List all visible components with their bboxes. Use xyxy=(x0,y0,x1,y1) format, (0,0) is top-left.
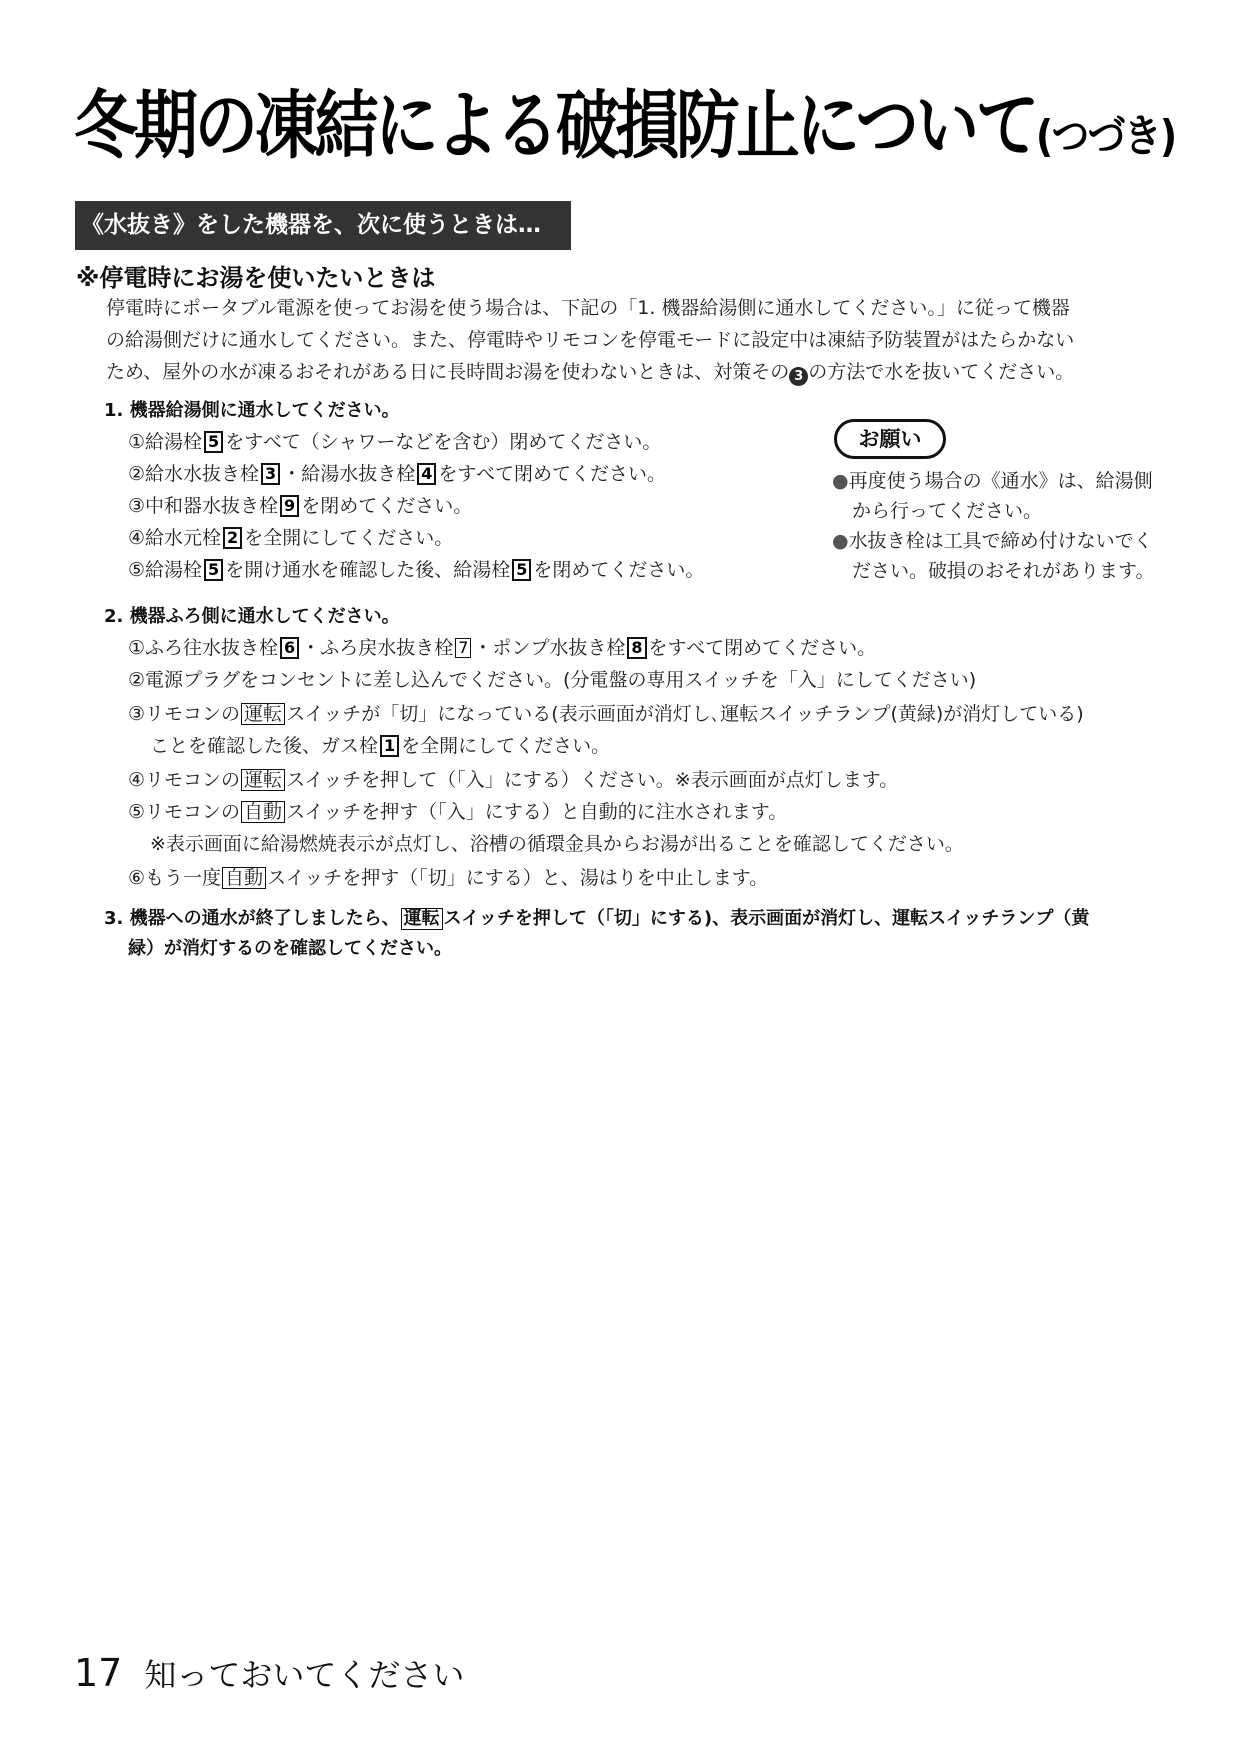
list-item-cont: ことを確認した後、ガス栓 1 を全開にしてください。 xyxy=(150,735,611,757)
step2-list xyxy=(128,632,1084,894)
list-item: ④給水元栓 2 を全開にしてください。 xyxy=(128,527,454,549)
section-bar: 《水抜き》をした機器を、次に使うときは… xyxy=(75,201,571,250)
list-item: ①ふろ往水抜き栓 6 ・ふろ戻水抜き栓 7 ・ポンプ水抜き栓 8 をすべて閉めてください。 xyxy=(128,637,877,659)
title-main: 冬期の凍結による破損防止について xyxy=(74,83,1036,169)
bullet-icon: ● xyxy=(832,470,849,492)
valve-number-badge: 5 xyxy=(204,431,223,453)
valve-number-badge: 1 xyxy=(380,735,399,757)
switch-label-jidou: 自動 xyxy=(222,867,266,889)
step3-line: 3. 機器への通水が終了しましたら、 運転 スイッチを押して（「切」にする)、表示画面が消灯し、運転スイッチランプ（黄 xyxy=(104,908,1090,929)
circled-number-icon: 3 xyxy=(789,367,808,386)
list-item: ⑤給湯栓 5 を開け通水を確認した後、給湯栓 5 を閉めてください。 xyxy=(128,559,705,581)
valve-number-badge: 5 xyxy=(512,559,531,581)
note-item: ●水抜き栓は工具で締め付けないでく xyxy=(832,530,1153,552)
valve-number-badge: 5 xyxy=(204,559,223,581)
step1-heading: 1. 機器給湯側に通水してください。 xyxy=(104,400,400,421)
bullet-icon: ● xyxy=(832,530,849,552)
valve-number-badge: 2 xyxy=(223,527,242,549)
intro-paragraph xyxy=(106,292,1186,388)
intro-text: ため、屋外の水が凍るおそれがある日に長時間お湯を使わないときは、対策その xyxy=(106,361,790,383)
note-item: ●再度使う場合の《通水》は、給湯側 xyxy=(832,470,1153,492)
valve-number-badge: 4 xyxy=(417,463,436,485)
step2-heading: 2. 機器ふろ側に通水してください。 xyxy=(104,606,400,627)
step3-line: 緑）が消灯するのを確認してください。 xyxy=(128,938,452,959)
note-list xyxy=(832,466,1154,586)
switch-label-unten: 運転 xyxy=(401,908,443,930)
intro-line xyxy=(106,356,1186,388)
list-item: ②給水水抜き栓 3 ・給湯水抜き栓 4 をすべて閉めてください。 xyxy=(128,463,666,485)
list-item-cont: ※表示画面に給湯燃焼表示が点灯し、浴槽の循環金具からお湯が出ることを確認してください。 xyxy=(150,833,964,855)
valve-number-badge: 7 xyxy=(455,638,471,658)
list-item: ④リモコンの 運転 スイッチを押して（「入」にする）ください。※表示画面が点灯します。 xyxy=(128,769,899,791)
list-item: ②電源プラグをコンセントに差し込んでください。(分電盤の専用スイッチを「入」にしてください) xyxy=(128,669,977,691)
list-item: ⑥もう一度 自動 スイッチを押す（「切」にする）と、湯はりを中止します。 xyxy=(128,867,769,889)
list-item: ③中和器水抜き栓 9 を閉めてください。 xyxy=(128,495,473,517)
valve-number-badge: 6 xyxy=(280,637,299,659)
note-label: お願い xyxy=(834,419,946,459)
list-item: ⑤リモコンの 自動 スイッチを押す（「入」にする）と自動的に注水されます。 xyxy=(128,801,788,823)
switch-label-jidou: 自動 xyxy=(241,801,285,823)
step1-list xyxy=(128,426,704,586)
valve-number-badge: 9 xyxy=(280,495,299,517)
page-title xyxy=(74,78,1175,185)
page-number: 17 xyxy=(74,1651,123,1695)
list-item: ③リモコンの 運転 スイッチが「切」になっている(表示画面が消灯し､運転スイッチランプ(黄緑)が消灯している) xyxy=(128,703,1084,725)
intro-text: の方法で水を抜いてください。 xyxy=(808,361,1075,383)
valve-number-badge: 8 xyxy=(627,637,646,659)
note-item-cont: ださい。破損のおそれがあります。 xyxy=(852,560,1155,582)
note-item-cont: から行ってください。 xyxy=(852,500,1043,522)
subheading-power-outage: ※停電時にお湯を使いたいときは xyxy=(76,264,436,292)
footer-section-title: 知っておいてください xyxy=(144,1656,465,1694)
step3-paragraph xyxy=(104,904,1089,964)
title-suffix: (つづき) xyxy=(1035,111,1176,162)
list-item: ①給湯栓 5 をすべて（シャワーなどを含む）閉めてください。 xyxy=(128,431,662,453)
switch-label-unten: 運転 xyxy=(241,769,285,791)
switch-label-unten: 運転 xyxy=(241,703,285,725)
page-footer xyxy=(74,1650,464,1696)
valve-number-badge: 3 xyxy=(261,463,280,485)
intro-line: の給湯側だけに通水してください。また、停電時やリモコンを停電モードに設定中は凍結予防装置がはたらかない xyxy=(106,329,1075,351)
intro-line: 停電時にポータブル電源を使ってお湯を使う場合は、下記の「1. 機器給湯側に通水してください。」に従って機器 xyxy=(106,297,1070,319)
